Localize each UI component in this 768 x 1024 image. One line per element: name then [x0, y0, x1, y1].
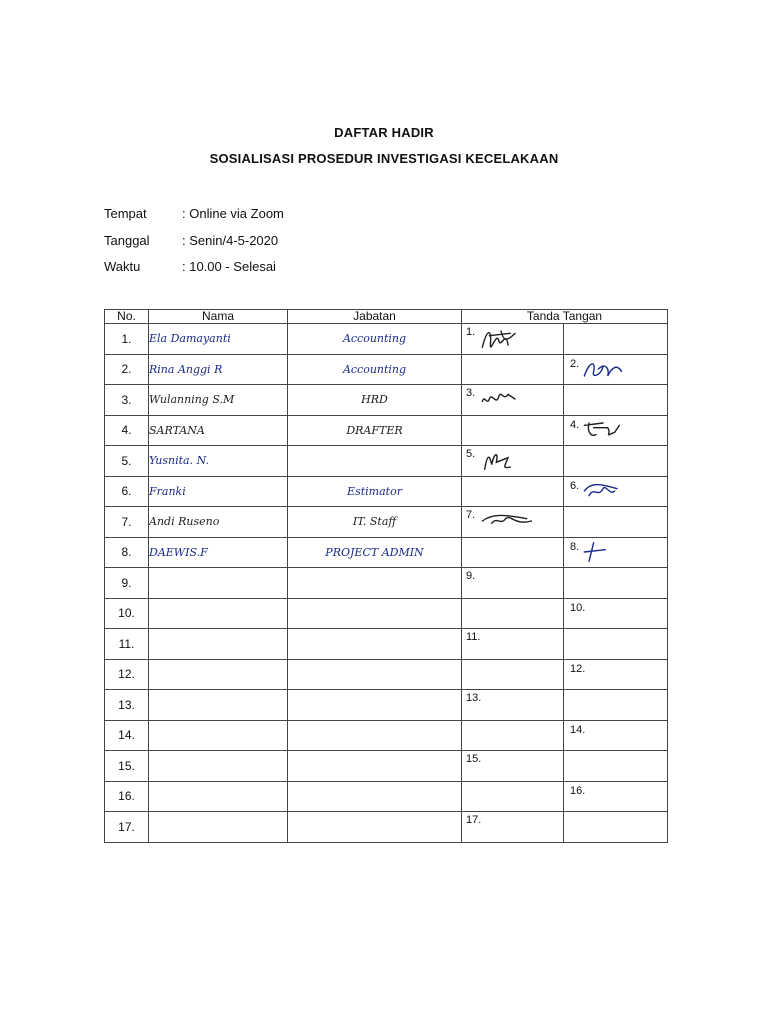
signature-cell-right: [564, 385, 668, 416]
table-header-row: [105, 310, 668, 324]
participant-name: [149, 781, 288, 812]
handwritten-signature: [480, 509, 536, 533]
participant-position: DRAFTER: [288, 415, 462, 446]
participant-name: [149, 659, 288, 690]
participant-name: Franki: [149, 476, 288, 507]
signature-cell-left: [462, 354, 564, 385]
signature-cell-left: [462, 385, 564, 416]
signature-cell-left: [462, 507, 564, 538]
participant-position: [288, 629, 462, 660]
table-row: [105, 446, 668, 477]
table-row: [105, 354, 668, 385]
signature-number: 17.: [466, 814, 482, 826]
signature-cell-right: [564, 324, 668, 355]
row-number: 6.: [105, 476, 149, 507]
signature-cell-left: [462, 690, 564, 721]
table-body: [105, 324, 668, 843]
row-number: 2.: [105, 354, 149, 385]
participant-name: DAEWIS.F: [149, 537, 288, 568]
signature-number: 1.: [466, 326, 476, 338]
signature-cell-right: [564, 720, 668, 751]
participant-name: Yusnita. N.: [149, 446, 288, 477]
row-number: 7.: [105, 507, 149, 538]
signature-number: 14.: [570, 723, 586, 736]
signature-cell-right: [564, 446, 668, 477]
participant-position: [288, 781, 462, 812]
info-label: Waktu: [104, 259, 141, 274]
table-row: [105, 598, 668, 629]
handwritten-signature: [582, 357, 638, 381]
table-row: [105, 812, 668, 843]
signature-number: 7.: [466, 509, 476, 521]
signature-cell-right: [564, 354, 668, 385]
row-number: 5.: [105, 446, 149, 477]
signature-cell-right: [564, 781, 668, 812]
signature-cell-left: [462, 598, 564, 629]
signature-cell-right: [564, 690, 668, 721]
signature-number: 2.: [570, 357, 580, 370]
participant-name: Ela Damayanti: [149, 324, 288, 355]
row-number: 15.: [105, 751, 149, 782]
signature-cell-left: [462, 324, 564, 355]
table-row: [105, 690, 668, 721]
participant-name: [149, 629, 288, 660]
table-row: [105, 568, 668, 599]
participant-position: IT. Staff: [288, 507, 462, 538]
participant-position: HRD: [288, 385, 462, 416]
table-row: [105, 781, 668, 812]
signature-cell-right: [564, 751, 668, 782]
table-row: [105, 507, 668, 538]
signature-number: 16.: [570, 784, 586, 797]
participant-position: [288, 659, 462, 690]
signature-number: 15.: [466, 753, 482, 765]
header-no: No.: [105, 310, 149, 324]
signature-cell-left: [462, 781, 564, 812]
participant-position: [288, 446, 462, 477]
signature-cell-left: [462, 446, 564, 477]
table-row: [105, 476, 668, 507]
signature-cell-right: [564, 659, 668, 690]
row-number: 9.: [105, 568, 149, 599]
participant-name: [149, 720, 288, 751]
signature-cell-left: [462, 812, 564, 843]
signature-cell-left: [462, 415, 564, 446]
row-number: 11.: [105, 629, 149, 660]
signature-number: 4.: [570, 418, 580, 431]
signature-cell-right: [564, 507, 668, 538]
participant-name: [149, 690, 288, 721]
participant-position: [288, 690, 462, 721]
handwritten-signature: [480, 387, 536, 411]
signature-cell-right: [564, 415, 668, 446]
participant-name: [149, 751, 288, 782]
signature-cell-left: [462, 751, 564, 782]
table-row: [105, 629, 668, 660]
participant-name: Wulanning S.M: [149, 385, 288, 416]
row-number: 12.: [105, 659, 149, 690]
signature-cell-left: [462, 537, 564, 568]
signature-number: 9.: [466, 570, 476, 582]
signature-number: 11.: [466, 631, 481, 643]
signature-number: 13.: [466, 692, 482, 704]
table-row: [105, 751, 668, 782]
handwritten-signature: [582, 418, 638, 442]
row-number: 4.: [105, 415, 149, 446]
table-row: [105, 659, 668, 690]
info-value: : Senin/4-5-2020: [182, 233, 279, 248]
participant-name: [149, 568, 288, 599]
signature-cell-left: [462, 629, 564, 660]
signature-cell-right: [564, 476, 668, 507]
signature-cell-right: [564, 629, 668, 660]
table-row: [105, 720, 668, 751]
row-number: 8.: [105, 537, 149, 568]
signature-cell-right: [564, 537, 668, 568]
row-number: 10.: [105, 598, 149, 629]
participant-name: Rina Anggi R: [149, 354, 288, 385]
info-value: : Online via Zoom: [182, 206, 284, 221]
document-title: DAFTAR HADIR: [334, 125, 434, 140]
row-number: 3.: [105, 385, 149, 416]
signature-number: 5.: [466, 448, 476, 460]
signature-cell-left: [462, 476, 564, 507]
signature-number: 6.: [570, 479, 580, 492]
handwritten-signature: [480, 326, 536, 350]
row-number: 13.: [105, 690, 149, 721]
info-label: Tempat: [104, 206, 147, 221]
signature-cell-left: [462, 568, 564, 599]
attendance-table: [104, 309, 668, 843]
participant-name: [149, 598, 288, 629]
row-number: 17.: [105, 812, 149, 843]
signature-number: 10.: [570, 601, 586, 614]
info-value: : 10.00 - Selesai: [182, 259, 276, 274]
signature-cell-right: [564, 598, 668, 629]
participant-position: [288, 751, 462, 782]
table-row: [105, 415, 668, 446]
handwritten-signature: [480, 448, 536, 472]
handwritten-signature: [582, 479, 638, 503]
participant-position: Estimator: [288, 476, 462, 507]
signature-number: 12.: [570, 662, 586, 675]
row-number: 1.: [105, 324, 149, 355]
info-label: Tanggal: [104, 233, 150, 248]
participant-name: Andi Ruseno: [149, 507, 288, 538]
header-nama: Nama: [149, 310, 288, 324]
participant-position: [288, 812, 462, 843]
table-row: [105, 324, 668, 355]
signature-cell-left: [462, 659, 564, 690]
handwritten-signature: [582, 540, 638, 564]
row-number: 16.: [105, 781, 149, 812]
participant-position: Accounting: [288, 354, 462, 385]
participant-position: Accounting: [288, 324, 462, 355]
signature-number: 8.: [570, 540, 580, 553]
participant-position: [288, 720, 462, 751]
table-row: [105, 537, 668, 568]
signature-cell-left: [462, 720, 564, 751]
signature-cell-right: [564, 812, 668, 843]
row-number: 14.: [105, 720, 149, 751]
participant-name: [149, 812, 288, 843]
header-tanda-tangan: Tanda Tangan: [462, 310, 668, 324]
signature-number: 3.: [466, 387, 476, 399]
participant-position: [288, 568, 462, 599]
participant-position: PROJECT ADMIN: [288, 537, 462, 568]
table-row: [105, 385, 668, 416]
header-jabatan: Jabatan: [288, 310, 462, 324]
document-subtitle: SOSIALISASI PROSEDUR INVESTIGASI KECELAKAAN: [209, 151, 559, 166]
signature-cell-right: [564, 568, 668, 599]
participant-name: SARTANA: [149, 415, 288, 446]
participant-position: [288, 598, 462, 629]
